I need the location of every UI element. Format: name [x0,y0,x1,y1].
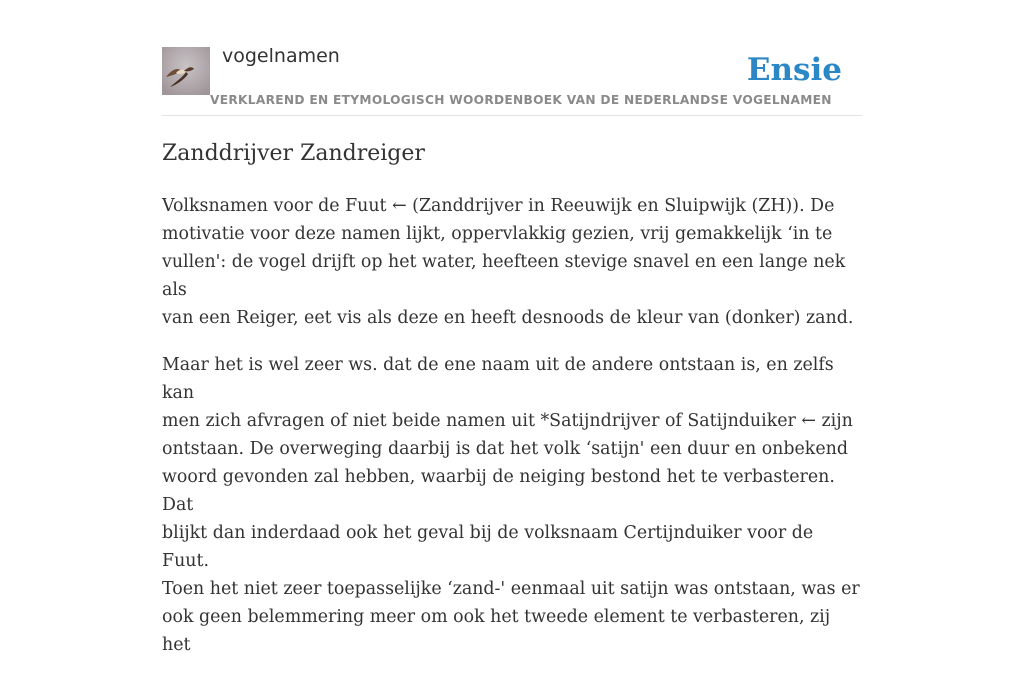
site-name-link[interactable]: vogelnamen [222,45,340,67]
brand-logo[interactable]: Ensie [746,52,842,88]
entry-paragraph-1: Volksnamen voor de Fuut ← (Zanddrijver in Reeuwijk en Sluipwijk (ZH)). De motivatie voor deze namen lijkt, oppervlakkig gezien, vrij gemakkelijk ‘in te vullen': de vogel drijft op het water, heefteen stevige snavel en een lange nek als van een Reiger, eet vis als deze en heeft desnoods de kleur van (donker) zand. [162,196,854,328]
entry-body [162,192,862,678]
avatar[interactable] [162,47,210,95]
site-subtitle: VERKLAREND EN ETYMOLOGISCH WOORDENBOEK VAN DE NEDERLANDSE VOGELNAMEN [210,93,832,107]
entry-title: Zanddrijver Zandreiger [162,141,425,166]
entry-paragraph-2: Maar het is wel zeer ws. dat de ene naam uit de andere ontstaan is, en zelfs kan men zich afvragen of niet beide namen uit *Satijndrijver of Satijnduiker ← zijn ontstaan. De overweging daarbij is dat het volk ‘satijn' een duur en onbekend woord gevonden zal hebben, waarbij de neiging bestond het te verbasteren. Dat blijkt dan inderdaad ook het geval bij de volksnaam Certijnduiker voor de Fuut. Toen het niet zeer toepasselijke ‘zand-' eenmaal uit satijn was ontstaan, was er ook geen belemmering meer om ook het tweede element te verbasteren, zij het [162,355,860,655]
header-divider [162,115,862,116]
bird-photo-avatar-icon [162,47,210,95]
